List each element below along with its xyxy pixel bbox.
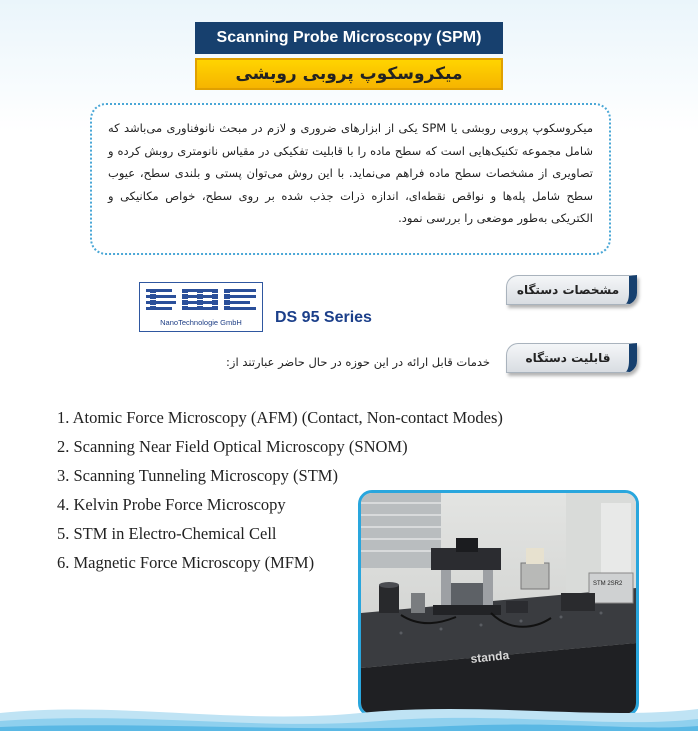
dme-logo-subtitle: NanoTechnologie GmbH — [160, 318, 242, 327]
list-item: 2. Scanning Near Field Optical Microscopy (SNOM) — [57, 437, 408, 456]
capability-text: خدمات قابل ارائه در این حوزه در حال حاضر عبارتند از: — [226, 355, 490, 369]
table-brand-label: standa — [469, 648, 510, 666]
list-item: 1. Atomic Force Microscopy (AFM) (Contact, Non-contact Modes) — [57, 408, 503, 427]
footer-waves — [0, 691, 698, 731]
title-english: Scanning Probe Microscopy (SPM) — [195, 22, 503, 54]
intro-box — [90, 103, 611, 255]
intro-text: میکروسکوپ پروبی روبشی یا SPM یکی از ابزارهای ضروری و لازم در مبحث نانوفناوری می‌باشد که شامل مجموعه تکنیک‌هایی است که سطح ماده را با قابلیت تفکیکی در مقیاس نانومتری روبش کرده و تصاویری از مشخصات سطح ماده فراهم می‌نماید. با این روش می‌توان پستی و بلندی سطح، عیوب سطح شامل پله‌ها و نواقص نقطه‌ای، اندازه ذرات جذب شده بر روی سطح، خواص مکانیکی و الکتریکی به‌طور موضعی را بررسی نمود. — [108, 121, 594, 225]
spm-device-photo — [358, 490, 639, 717]
list-item: 4. Kelvin Probe Force Microscopy — [57, 495, 286, 514]
title-persian: میکروسکوپ پروبی روبشی — [195, 58, 503, 90]
dme-logo-mark — [140, 283, 262, 319]
tab-device-capability: قابلیت دستگاه — [506, 343, 637, 373]
microscope-lab-image — [361, 493, 636, 714]
list-item: 5. STM in Electro-Chemical Cell — [57, 524, 277, 543]
dme-logo — [139, 282, 263, 332]
device-series: DS 95 Series — [275, 309, 372, 326]
list-item: 6. Magnetic Force Microscopy (MFM) — [57, 553, 315, 572]
list-item: 3. Scanning Tunneling Microscopy (STM) — [57, 466, 338, 485]
tab-device-specifications: مشخصات دستگاه — [506, 275, 637, 305]
stm-box-label: STM 2SR2 — [593, 581, 623, 587]
